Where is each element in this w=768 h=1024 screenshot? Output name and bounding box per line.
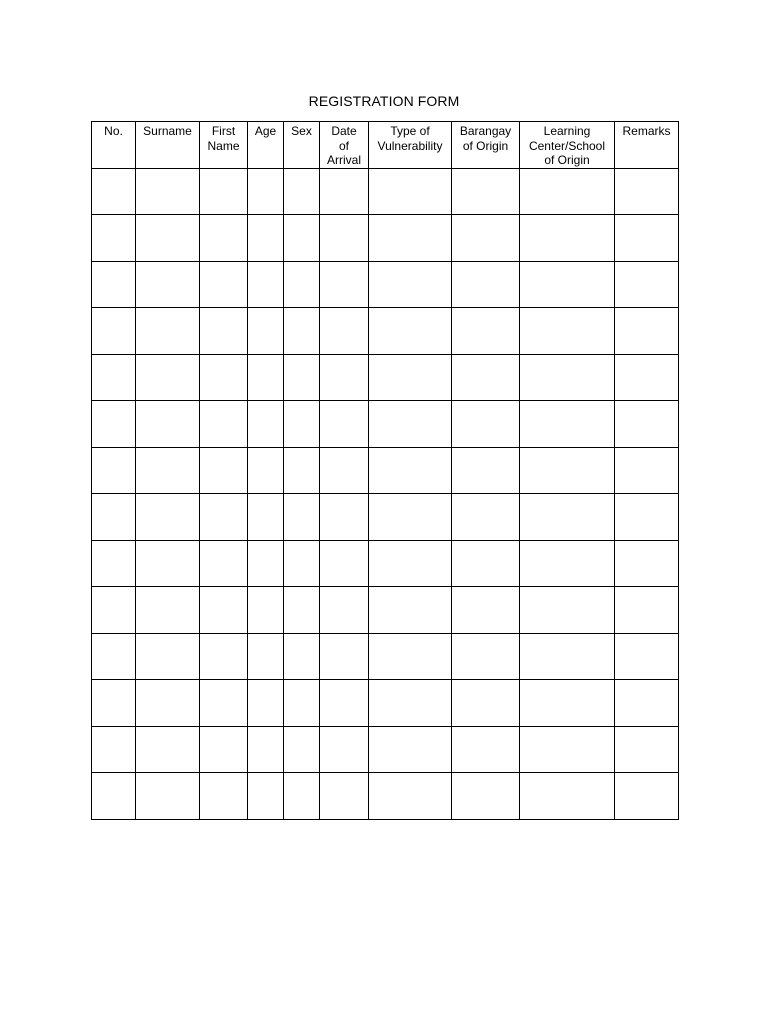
table-cell (369, 494, 452, 541)
table-cell (248, 308, 284, 355)
table-cell (92, 680, 136, 727)
table-cell (284, 261, 320, 308)
table-cell (452, 215, 520, 262)
table-row (92, 447, 679, 494)
table-cell (200, 726, 248, 773)
table-cell (452, 773, 520, 820)
table-cell (369, 261, 452, 308)
table-cell (520, 540, 615, 587)
table-cell (136, 354, 200, 401)
table-cell (92, 308, 136, 355)
table-cell (136, 308, 200, 355)
table-cell (284, 215, 320, 262)
table-cell (369, 354, 452, 401)
table-cell (369, 587, 452, 634)
table-cell (369, 540, 452, 587)
table-cell (615, 261, 679, 308)
table-row (92, 215, 679, 262)
table-cell (520, 354, 615, 401)
table-cell (136, 540, 200, 587)
table-cell (248, 773, 284, 820)
table-cell (248, 261, 284, 308)
table-cell (520, 726, 615, 773)
table-cell (452, 633, 520, 680)
table-cell (92, 587, 136, 634)
table-cell (320, 401, 369, 448)
table-row (92, 494, 679, 541)
table-row (92, 540, 679, 587)
table-cell (248, 633, 284, 680)
column-header-type-of-vulnerability: Type of Vulnerability (369, 122, 452, 169)
table-cell (248, 168, 284, 215)
table-cell (452, 401, 520, 448)
table-cell (452, 168, 520, 215)
table-cell (200, 168, 248, 215)
table-row (92, 773, 679, 820)
table-cell (520, 587, 615, 634)
table-cell (248, 494, 284, 541)
table-cell (452, 540, 520, 587)
table-cell (248, 587, 284, 634)
table-cell (248, 354, 284, 401)
table-cell (615, 540, 679, 587)
table-cell (200, 308, 248, 355)
table-cell (92, 494, 136, 541)
table-cell (520, 401, 615, 448)
column-header-date-of-arrival: Date of Arrival (320, 122, 369, 169)
table-cell (320, 773, 369, 820)
table-cell (369, 680, 452, 727)
table-cell (320, 354, 369, 401)
table-cell (248, 215, 284, 262)
table-cell (520, 447, 615, 494)
table-cell (92, 215, 136, 262)
table-body (92, 168, 679, 819)
registration-table (91, 121, 679, 820)
table-cell (284, 680, 320, 727)
table-cell (615, 773, 679, 820)
table-cell (200, 540, 248, 587)
table-cell (92, 726, 136, 773)
table-cell (615, 354, 679, 401)
table-cell (520, 680, 615, 727)
table-row (92, 308, 679, 355)
table-cell (92, 540, 136, 587)
column-header-sex: Sex (284, 122, 320, 169)
table-cell (452, 354, 520, 401)
table-cell (615, 308, 679, 355)
table-cell (92, 633, 136, 680)
column-header-surname: Surname (136, 122, 200, 169)
table-row (92, 680, 679, 727)
table-cell (520, 494, 615, 541)
table-cell (369, 447, 452, 494)
table-cell (200, 633, 248, 680)
table-cell (320, 447, 369, 494)
table-cell (320, 587, 369, 634)
table-cell (615, 680, 679, 727)
table-cell (248, 401, 284, 448)
table-cell (136, 215, 200, 262)
form-title: REGISTRATION FORM (308, 93, 460, 109)
table-cell (284, 633, 320, 680)
table-cell (452, 447, 520, 494)
table-cell (320, 308, 369, 355)
table-cell (136, 587, 200, 634)
table-cell (136, 168, 200, 215)
table-cell (284, 587, 320, 634)
table-row (92, 587, 679, 634)
table-cell (200, 215, 248, 262)
table-cell (615, 633, 679, 680)
table-cell (452, 680, 520, 727)
table-cell (200, 261, 248, 308)
table-cell (200, 773, 248, 820)
table-cell (452, 587, 520, 634)
table-cell (284, 308, 320, 355)
table-cell (200, 494, 248, 541)
table-cell (284, 168, 320, 215)
table-cell (136, 680, 200, 727)
table-cell (369, 401, 452, 448)
table-cell (284, 401, 320, 448)
table-cell (320, 540, 369, 587)
table-cell (369, 168, 452, 215)
table-row (92, 168, 679, 215)
table-cell (369, 726, 452, 773)
table-cell (92, 354, 136, 401)
table-cell (320, 633, 369, 680)
table-cell (452, 261, 520, 308)
table-cell (92, 447, 136, 494)
table-cell (369, 773, 452, 820)
table-cell (320, 261, 369, 308)
table-cell (92, 401, 136, 448)
table-cell (136, 261, 200, 308)
table-cell (200, 401, 248, 448)
table-cell (520, 633, 615, 680)
column-header-age: Age (248, 122, 284, 169)
table-cell (452, 308, 520, 355)
table-cell (520, 773, 615, 820)
table-cell (320, 726, 369, 773)
table-cell (200, 680, 248, 727)
table-cell (136, 401, 200, 448)
table-row (92, 354, 679, 401)
table-cell (615, 168, 679, 215)
table-cell (248, 680, 284, 727)
table-cell (92, 261, 136, 308)
table-cell (284, 726, 320, 773)
table-cell (284, 354, 320, 401)
column-header-first-name: First Name (200, 122, 248, 169)
table-cell (136, 633, 200, 680)
table-cell (369, 215, 452, 262)
table-cell (520, 261, 615, 308)
table-cell (320, 168, 369, 215)
table-cell (369, 308, 452, 355)
table-cell (136, 773, 200, 820)
table-cell (615, 587, 679, 634)
table-row (92, 261, 679, 308)
column-header-remarks: Remarks (615, 122, 679, 169)
table-cell (284, 447, 320, 494)
table-cell (92, 168, 136, 215)
table-row (92, 726, 679, 773)
table-cell (248, 726, 284, 773)
table-cell (200, 354, 248, 401)
table-cell (615, 447, 679, 494)
table-cell (320, 680, 369, 727)
table-cell (520, 308, 615, 355)
table-cell (136, 494, 200, 541)
table-cell (320, 215, 369, 262)
table-cell (520, 168, 615, 215)
table-header-row (92, 122, 679, 169)
column-header-barangay-of-origin: Barangay of Origin (452, 122, 520, 169)
table-cell (520, 215, 615, 262)
table-cell (200, 587, 248, 634)
table-cell (284, 494, 320, 541)
table-cell (615, 215, 679, 262)
table-cell (284, 540, 320, 587)
table-cell (136, 726, 200, 773)
table-cell (320, 494, 369, 541)
table-cell (615, 726, 679, 773)
table-cell (248, 447, 284, 494)
table-cell (369, 633, 452, 680)
table-cell (200, 447, 248, 494)
table-cell (615, 494, 679, 541)
table-cell (284, 773, 320, 820)
table-row (92, 401, 679, 448)
table-cell (452, 494, 520, 541)
table-cell (136, 447, 200, 494)
table-cell (452, 726, 520, 773)
table-row (92, 633, 679, 680)
column-header-learning-center-school: Learning Center/School of Origin (520, 122, 615, 169)
table-cell (615, 401, 679, 448)
table-cell (248, 540, 284, 587)
table-cell (92, 773, 136, 820)
column-header-no: No. (92, 122, 136, 169)
